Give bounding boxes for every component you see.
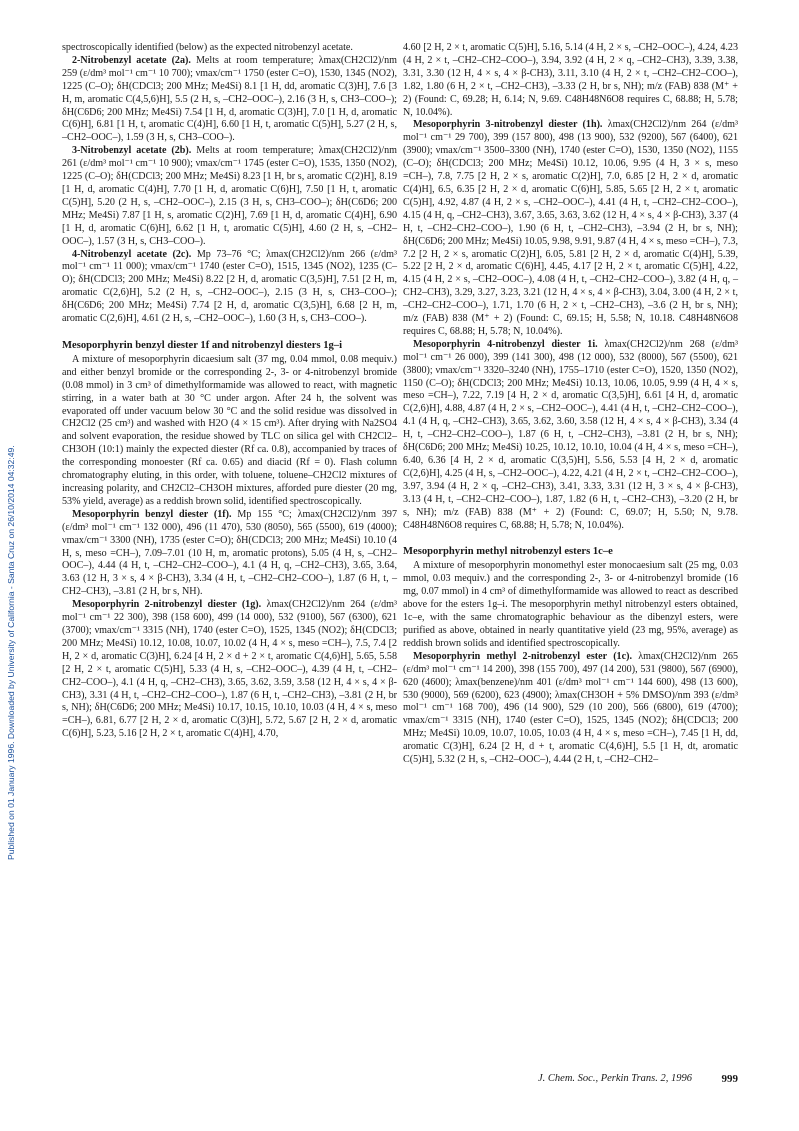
download-notice: Published on 01 January 1996. Downloaded by University of California - Santa Cruz on 26/10/2014 04:32:49. [6,445,16,860]
paragraph: A mixture of mesoporphyrin dicaesium salt (37 mg, 0.04 mmol, 0.08 mequiv.) and either benzyl bromide or the corresponding 2-, 3- or 4-nitrobenzyl bromide (0.08 mmol) in 3 cm³ of dimethylformamide was allowed to react, with magnetic stirring, in a water bath at 30 °C under argon. After 24 h, the solvent was evaporated off under vacuum below 30 °C and the solid residue was dissolved in CH2Cl2 (25 cm³) and washed with H2O (4 × 15 cm³). After drying with Na2SO4 and solvent evaporation, the residue showed by TLC on silica gel with CH2Cl2–CH3OH (10:1) mainly the expected diester (Rf ca. 0.8), accompanied by traces of the corresponding monoester (Rf ca. 0.65) and diacid (Rf = 0). Flash column chromatography eluting, in this order, with toluene, toluene–CH2Cl2 mixtures of increasing polarity, and CH2Cl2–CH3OH mixtures, afforded pure diester (20 mg, 53% yield, average) as a reddish brown solid, identified spectroscopically. [62,353,397,507]
compound-data: λmax(CH2Cl2)/nm 268 (ε/dm³ mol⁻¹ cm⁻¹ 26 000), 399 (141 300), 498 (12 000), 532 (8000), 567 (5500), 621 (3800); νmax/cm⁻¹ 3320–3240 (NH), 1755–1710 (ester C=O), 1520, 1350 (NO2), 1150 (C–O); δH(CDCl3; 200 MHz; Me4Si) 10.13, 10.06, 10.05, 9.99 (4 H, 4 × s, meso =CH–), 7.22, 7.19 [4 H, 2 × d, aromatic C(3,5)H], 6.61 [4 H, d, aromatic C(2,6)H], 4.88, 4.87 (4 H, 2 × s, –CH2–OOC–), 4.41 (4 H, t, –CH2–CH2–COO–), 4.1 (4 H, q, –CH2–CH3), 3.65, 3.62, 3.60, 3.58 (12 H, 4 × s, 4 × β-CH3), 3.34 (4 H, t, –CH2–CH2–COO–), 1.87 (6 H, t, –CH2–CH3), –3.81 (2 H, br s, NH); δH(C6D6; 200 MHz; Me4Si) 10.25, 10.12, 10.10, 10.04 (4 H, 4 × s, meso =CH–), 6.40, 6.36 [4 H, 2 × d, aromatic C(3,5)H], 5.56, 5.53 [4 H, 2 × d, aromatic C(2,6)H], 4.25 (4 H, s, –CH2–OOC–), 4.22, 4.21 (4 H, 2 × t, –CH2–CH2–COO–), 3.97, 3.94 (4 H, 2 × q, –CH2–CH3), 3.41, 3.33, 3.31 (12 H, 3 × s, 4 × β-CH3), 3.13 (4 H, t, –CH2–CH2–COO–), 1.87, 1.82 (6 H, t, –CH2–CH3), –3.20 (2 H, br s, NH); m/z (FAB) 838 (M⁺ + 2) (Found: C, 69.07; H, 5.50; N, 9.78. C48H48N6O8 requires C, 68.88; H, 5.78; N, 10.04%). [403,338,738,531]
compound-entry [62,509,397,599]
left-column [62,42,397,741]
compound-data: λmax(CH2Cl2)/nm 264 (ε/dm³ mol⁻¹ cm⁻¹ 22 300), 398 (158 600), 499 (14 000), 532 (9100), 567 (6300), 621 (3700); νmax/cm⁻¹ 3315 (NH), 1740 (ester C=O), 1525, 1345 (NO2); δH(CDCl3; 200 MHz; Me4Si) 10.12, 10.08, 10.07, 10.02 (4 H, 4 × s, meso =CH–), 7.5, 7.4 [2 H, 2 × d, aromatic C(3)H], 6.24 [4 H, 2 × d + 2 × t, aromatic C(4,6)H], 5.65, 5.58 [2 H, 2 × t, aromatic C(5)H], 5.33 (4 H, s, –CH2–OOC–), 4.39 (4 H, t, –CH2–CH2–COO–), 4.1 (4 H, q, –CH2–CH3), 3.65, 3.62, 3.59, 3.58 (12 H, 4 × s, 4 × β-CH3), 3.31 (4 H, t, –CH2–CH2–COO–), 1.87 (6 H, t, –CH2–CH3), –3.81 (2 H, br s, NH); δH(C6D6; 200 MHz; Me4Si) 10.17, 10.15, 10.10, 10.03 (4 H, 4 × s, meso =CH–), 6.81, 6.77 [2 H, 2 × d, aromatic C(3)H], 5.72, 5.67 [2 H, 2 × d, aromatic C(6)H], 5.23, 5.16 [2 H, 2 × t, aromatic C(4)H], 4.70, [62,599,397,740]
compound-data: λmax(CH2Cl2)/nm 264 (ε/dm³ mol⁻¹ cm⁻¹ 29 700), 399 (157 800), 498 (13 900), 532 (9200), 567 (6400), 621 (3900); νmax/cm⁻¹ 3500–3300 (NH), 1740 (ester C=O), 1530, 1350 (NO2), 1155 (C–O); δH(CDCl3; 200 MHz; Me4Si) 10.12, 10.06, 9.95 (4 H, 3 × s, meso =CH–), 7.8, 7.75 [2 H, 2 × s, aromatic C(2)H], 7.0, 6.85 [2 H, 2 × d, aromatic C(4)H], 6.5, 6.35 [2 H, 2 × d, aromatic C(6)H], 5.85, 5.65 [2 H, 2 × t, aromatic C(5)H], 4.92, 4.87 (4 H, 2 × s, –CH2–OOC–), 4.41 (4 H, t, –CH2–CH2–COO–), 4.15 (4 H, q, –CH2–CH3), 3.67, 3.65, 3.63, 3.62 (12 H, 4 × s, 4 × β-CH3), 3.37 (4 H, t, –CH2–CH2–COO–), 1.90 (6 H, t, –CH2–CH3), –3.94 (2 H, br s, NH); δH(C6D6; 200 MHz; Me4Si) 10.05, 9.98, 9.91, 9.87 (4 H, 4 × s, meso =CH–), 7.3, 7.2 [2 H, 2 × s, aromatic C(2)H], 6.05, 5.81 [2 H, 2 × d, aromatic C(4)H], 5.39, 5.22 [2 H, 2 × d, aromatic C(6)H], 4.45, 4.17 [2 H, 2 × t, aromatic C(5)H], 4.22, 4.15 (4 H, 2 × s, –CH2–OOC–), 4.08 (4 H, t, –CH2–CH2–COO–), 3.82 (4 H, q, –CH2–CH3), 3.29, 3.27, 3.23, 3.21 (12 H, 4 × s, 4 × β-CH3), 3.04, 3.00 (4 H, 2 × t, –CH2–CH2–COO–), 1.71, 1.70 (6 H, 2 × t, –CH2–CH3), –3.6 (2 H, br s, NH); m/z (FAB) 838 (M⁺ + 2) (Found: C, 69.15; H, 5.58; N, 10.18. C48H48N6O8 requires C, 68.88; H, 5.78; N, 10.04%). [403,119,738,337]
compound-title: 3-Nitrobenzyl acetate (2b). [72,145,192,157]
section-heading: Mesoporphyrin methyl nitrobenzyl esters 1c–e [403,546,613,558]
paragraph: spectroscopically identified (below) as the expected nitrobenzyl acetate. [62,42,353,53]
paragraph: A mixture of mesoporphyrin monomethyl ester monocaesium salt (25 mg, 0.03 mmol, 0.03 mequiv.) and the corresponding 2-, 3- or 4-nitrobenzyl bromide (16 mg, 0.07 mmol) in 4 cm³ of dimethylformamide was allowed to react as described above for the esters 1g–i. The mesoporphyrin methyl nitrobenzyl esters obtained, 1c–e, with the same chromatographic behaviour as the dibenzyl esters, were purified as above, obtained in nearly quantitative yield (23 mg, 95%, average) as reddish brown solids and identified spectroscopically. [403,560,738,649]
compound-title: Mesoporphyrin methyl 2-nitrobenzyl ester (1c). [413,650,632,662]
page-number: 999 [721,1073,738,1085]
compound-title: Mesoporphyrin benzyl diester (1f). [72,508,232,520]
compound-entry [62,249,397,326]
compound-entry [62,55,397,145]
compound-title: Mesoporphyrin 2-nitrobenzyl diester (1g). [72,599,262,611]
compound-data: Mp 155 °C; λmax(CH2Cl2)/nm 397 (ε/dm³ mol⁻¹ cm⁻¹ 132 000), 496 (11 470), 530 (8050), 565 (5500), 619 (4000); νmax/cm⁻¹ 3300 (NH), 1735 (ester C=O); δH(CDCl3; 200 MHz; Me4Si) 10.10 (4 H, s, meso =CH–), 7.09–7.01 (10 H, m, aromatic protons), 5.05 (4 H, s, –CH2–OOC–), 4.44 (4 H, t, –CH2–CH2–COO–), 4.1 (4 H, q, –CH2–CH3), 3.65, 3.64, 3.63 (12 H, 3 × s, 4 × β-CH3), 3.34 (4 H, t, –CH2–CH2–COO–), 1.87 (6 H, t, –CH2–CH3), –3.81 (2 H, br s, NH). [62,508,397,598]
section-heading: Mesoporphyrin benzyl diester 1f and nitrobenzyl diesters 1g–i [62,339,343,351]
compound-title: 2-Nitrobenzyl acetate (2a). [72,54,191,66]
compound-entry [403,339,738,533]
compound-data: λmax(CH2Cl2)/nm 265 (ε/dm³ mol⁻¹ cm⁻¹ 14 200), 398 (155 700), 497 (14 200), 531 (9800), 567 (6900), 620 (4600); λmax(benzene)/nm 401 (ε/dm³ mol⁻¹ cm⁻¹ 144 600), 498 (13 600), 530 (9000), 569 (6200), 623 (4900); λmax(CH3OH + 5% DMSO)/nm 393 (ε/dm³ mol⁻¹ cm⁻¹ 168 700), 496 (14 900), 529 (10 200), 566 (6800), 619 (4700); νmax/cm⁻¹ 3315 (NH), 1740 (ester C=O), 1525, 1345 (NO2); δH(CDCl3; 200 MHz; Me4Si) 10.09, 10.07, 10.05, 10.03 (4 H, 4 × s, meso =CH–), 7.45 [1 H, dd, aromatic C(3)H], 6.24 [2 H, d + t, aromatic C(4,6)H], 5.5 [1 H, dt, aromatic C(5)H], 5.32 (2 H, s, –CH2–OOC–), 4.44 (2 H, t, –CH2–CH2– [403,650,738,766]
page-footer [403,1073,738,1089]
paragraph: 4.60 [2 H, 2 × t, aromatic C(5)H], 5.16, 5.14 (4 H, 2 × s, –CH2–OOC–), 4.24, 4.23 (4 H, 2 × t, –CH2–CH2–COO–), 3.94, 3.92 (4 H, 2 × q, –CH2–CH3), 3.39, 3.38, 3.31, 3.30 (12 H, 4 × s, 4 × β-CH3), 3.11, 3.10 (4 H, 2 × t, –CH2–CH2–COO–), 1.82, 1.80 (6 H, 2 × t, –CH2–CH3), –3.33 (2 H, br s, NH); m/z (FAB) 838 (M⁺ + 2) (Found: C, 69.28; H, 6.14; N, 9.69. C48H48N6O8 requires C, 68.88; H, 5.78; N, 10.04%). [403,42,738,118]
compound-title: 4-Nitrobenzyl acetate (2c). [72,248,192,260]
journal-citation: J. Chem. Soc., Perkin Trans. 2, 1996 [538,1073,692,1084]
compound-entry [62,599,397,741]
compound-entry [403,651,738,767]
compound-data: Melts at room temperature; λmax(CH2Cl2)/nm 259 (ε/dm³ mol⁻¹ cm⁻¹ 10 700); νmax/cm⁻¹ 1750 (ester C=O), 1530, 1345 (NO2), 1225 (C–O); δH(CDCl3; 200 MHz; Me4Si) 8.1 [1 H, dd, aromatic C(3)H], 7.6 [3 H, m, aromatic C(4,5,6)H], 5.5 (2 H, s, –CH2–OOC–), 2.16 (3 H, s, CH3–COO–); δH(C6D6; 200 MHz; Me4Si) 7.54 [1 H, d, aromatic C(3)H], 7.0 [1 H, d, aromatic C(6)H], 6.81 [1 H, t, aromatic C(4)H], 6.60 [1 H, t, aromatic C(5)H], 5.27 (2 H, s, –CH2–OOC–), 1.59 (3 H, s, CH3–COO–). [62,54,397,144]
compound-entry [403,119,738,338]
compound-data: Melts at room temperature; λmax(CH2Cl2)/nm 261 (ε/dm³ mol⁻¹ cm⁻¹ 10 900); νmax/cm⁻¹ 1745 (ester C=O), 1535, 1350 (NO2), 1225 (C–O); δH(CDCl3; 200 MHz; Me4Si) 8.23 [1 H, br s, aromatic C(2)H], 8.19 [1 H, d, aromatic C(4)H], 7.70 [1 H, d, aromatic C(6)H], 7.50 [1 H, t, aromatic C(5)H], 5.20 (2 H, s, –CH2–OOC–), 2.15 (3 H, s, CH3–COO–); δH(C6D6; 200 MHz; Me4Si) 7.87 [1 H, s, aromatic C(2)H], 7.69 [1 H, d, aromatic C(4)H], 6.90 [1 H, d, aromatic C(6)H], 6.62 [1 H, t, aromatic C(5)H], 4.60 (2 H, s, –CH2–OOC–), 1.57 (3 H, s, CH3–COO–). [62,145,397,247]
right-column [403,42,738,767]
compound-data: Mp 73–76 °C; λmax(CH2Cl2)/nm 266 (ε/dm³ mol⁻¹ cm⁻¹ 11 000); νmax/cm⁻¹ 1740 (ester C=O), 1515, 1345 (NO2), 1235 (C–O); δH(CDCl3; 200 MHz; Me4Si) 8.22 [2 H, d, aromatic C(3,5)H], 7.51 [2 H, m, aromatic C(2,6)H], 5.2 (2 H, s, –CH2–OOC–), 2.15 (3 H, s, CH3–COO–); δH(C6D6; 200 MHz; Me4Si) 7.74 [2 H, d, aromatic C(3,5)H], 6.68 [2 H, m, aromatic C(2,6)H], 4.61 (2 H, s, –CH2–OOC–), 1.60 (3 H, s, CH3–COO–). [62,248,397,325]
compound-entry [62,145,397,248]
compound-title: Mesoporphyrin 3-nitrobenzyl diester (1h). [413,119,603,131]
compound-title: Mesoporphyrin 4-nitrobenzyl diester 1i. [413,338,598,350]
